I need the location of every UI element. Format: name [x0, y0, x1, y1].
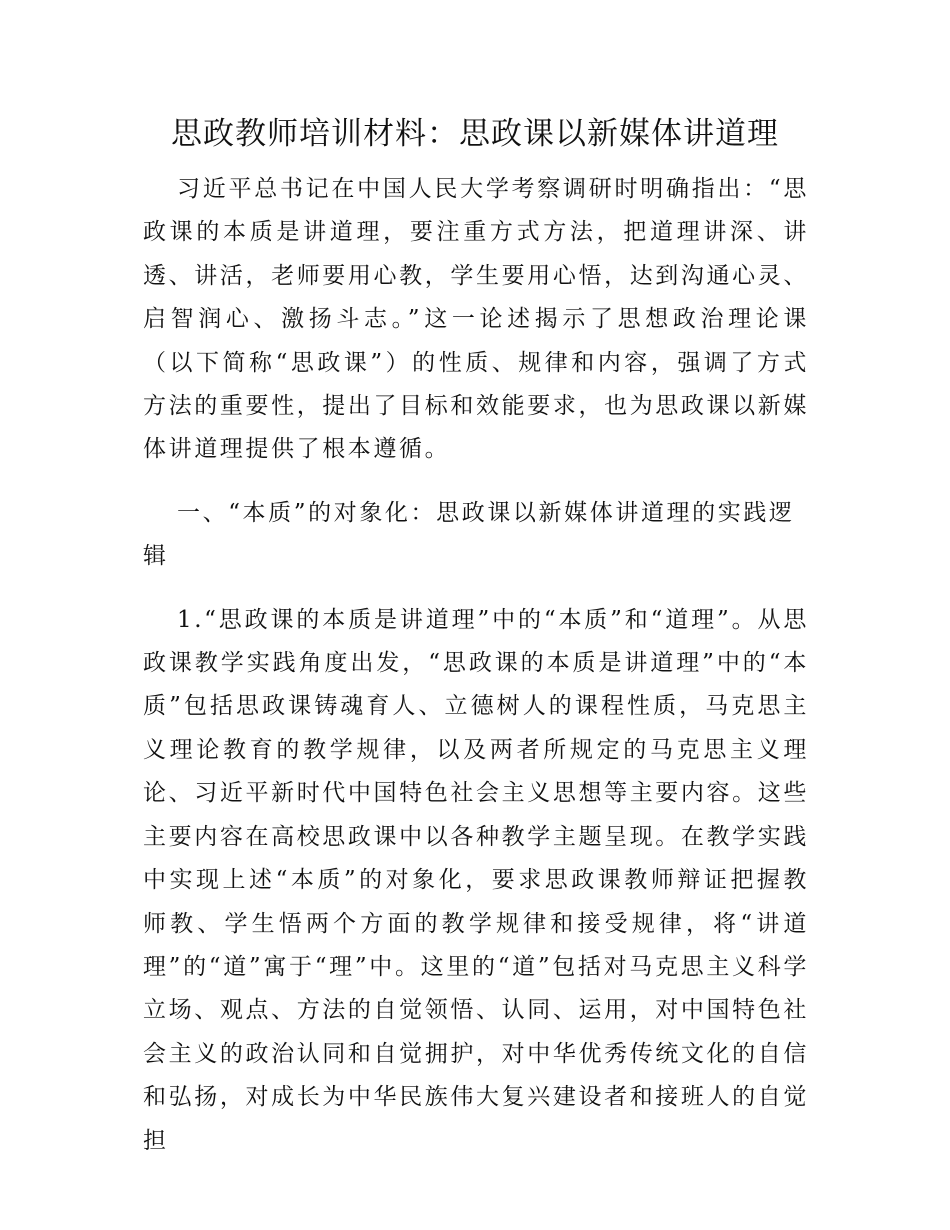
document-body	[143, 168, 809, 1163]
section-heading: 一、“本质”的对象化：思政课以新媒体讲道理的实践逻辑	[143, 499, 795, 570]
body-paragraph-1: 1.“思政课的本质是讲道理”中的“本质”和“道理”。从思政课教学实践角度出发，“思政课的本质是讲道理”中的“本质”包括思政课铸魂育人、立德树人的课程性质，马克思主义理论教育的教学规律，以及两者所规定的马克思主义理论、习近平新时代中国特色社会主义思想等主要内容。这些主要内容在高校思政课中以各种教学主题呈现。在教学实践中实现上述“本质”的对象化，要求思政课教师辩证把握教师教、学生悟两个方面的教学规律和接受规律，将“讲道理”的“道”寓于“理”中。这里的“道”包括对马克思主义科学立场、观点、方法的自觉领悟、认同、运用，对中国特色社会主义的政治认同和自觉拥护，对中华优秀传统文化的自信和弘扬，对成长为中华民族伟大复兴建设者和接班人的自觉担	[143, 606, 809, 1154]
document-title: 思政教师培训材料：思政课以新媒体讲道理	[171, 116, 779, 152]
intro-paragraph: 习近平总书记在中国人民大学考察调研时明确指出：“思政课的本质是讲道理，要注重方式方法，把道理讲深、讲透、讲活，老师要用心教，学生要用心悟，达到沟通心灵、启智润心、激扬斗志。”这一论述揭示了思想政治理论课（以下简称“思政课”）的性质、规律和内容，强调了方式方法的重要性，提出了目标和效能要求，也为思政课以新媒体讲道理提供了根本遵循。	[143, 176, 809, 463]
